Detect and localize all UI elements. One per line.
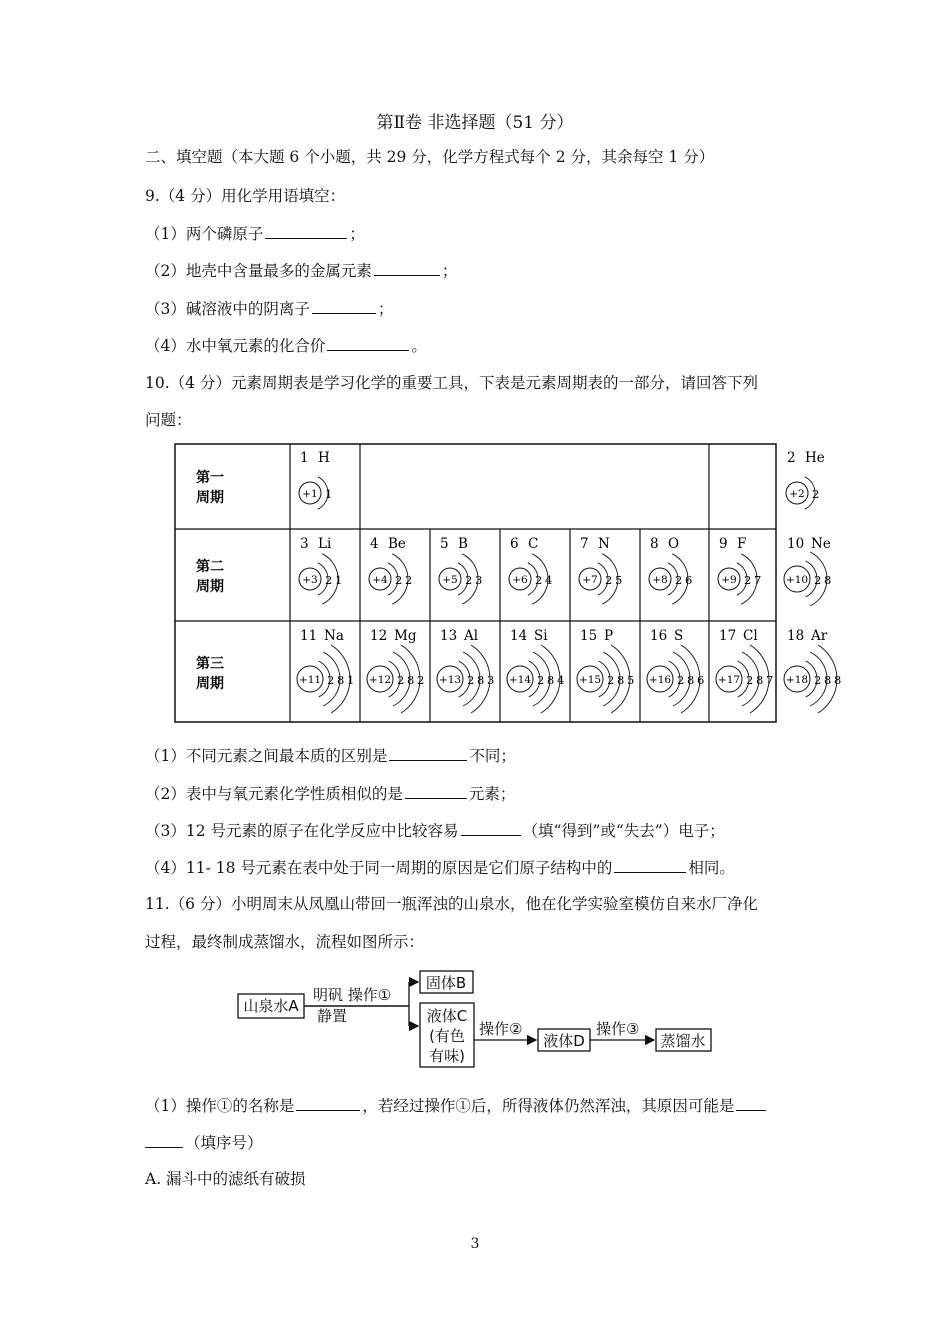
period-label: 第二 xyxy=(196,559,224,575)
flow-step3-label: 操作③ xyxy=(596,1020,640,1038)
shell-electron-count: 2 xyxy=(325,573,333,587)
nuclear-charge: +2 xyxy=(789,488,805,500)
element-cell-o xyxy=(649,536,692,604)
answer-blank xyxy=(736,1095,766,1111)
shell-electron-count: 1 xyxy=(347,673,355,687)
element-symbol: Be xyxy=(388,536,406,552)
shell-electron-count: 5 xyxy=(627,673,635,687)
q10-stem-line1: 10.（4 分）元素周期表是学习化学的重要工具，下表是元素周期表的一部分，请回答下列 xyxy=(145,374,758,392)
q9-item-3: （3）碱溶液中的阴离子 ； xyxy=(145,300,394,318)
shell-electron-count: 2 xyxy=(405,573,413,587)
answer-blank xyxy=(296,1095,360,1111)
atomic-number: 10 xyxy=(787,536,805,552)
shell-electron-count: 1 xyxy=(335,573,343,587)
flow-step1-bottom-label: 静置 xyxy=(317,1007,348,1025)
answer-blank xyxy=(145,1132,183,1148)
atomic-number: 3 xyxy=(300,536,309,552)
atomic-number: 2 xyxy=(787,450,796,466)
q9-item-2: （2）地壳中含量最多的金属元素 ； xyxy=(145,262,458,280)
element-cell-al xyxy=(437,628,494,713)
q10-stem-line2: 问题： xyxy=(145,411,192,429)
answer-blank xyxy=(405,783,467,799)
flow-product-label: 蒸馏水 xyxy=(660,1032,706,1050)
element-cell-mg xyxy=(367,628,424,713)
shell-electron-count: 1 xyxy=(325,487,333,501)
shell-electron-count: 8 xyxy=(756,673,764,687)
element-cell-ne xyxy=(784,536,831,606)
nuclear-charge: +5 xyxy=(442,574,458,586)
q10-item-3: （3）12 号元素的原子在化学反应中比较容易 （填“得到”或“失去”）电子； xyxy=(145,822,725,840)
nuclear-charge: +17 xyxy=(717,674,741,686)
nuclear-charge: +12 xyxy=(368,674,392,686)
atomic-number: 16 xyxy=(650,628,668,644)
element-cell-na xyxy=(297,628,354,713)
shell-electron-count: 2 xyxy=(746,673,754,687)
shell-electron-count: 2 xyxy=(537,673,545,687)
section-title: 第Ⅱ卷 非选择题（51 分） xyxy=(376,113,574,133)
element-cell-h xyxy=(299,450,332,509)
answer-blank xyxy=(327,335,409,351)
shell-electron-count: 6 xyxy=(685,573,693,587)
shell-electron-count: 2 xyxy=(812,487,820,501)
nuclear-charge: +13 xyxy=(438,674,462,686)
shell-electron-count: 8 xyxy=(617,673,625,687)
element-symbol: Na xyxy=(324,628,344,644)
element-symbol: Li xyxy=(318,536,332,552)
shell-electron-count: 2 xyxy=(675,573,683,587)
atomic-number: 8 xyxy=(650,536,659,552)
nuclear-charge: +6 xyxy=(512,574,528,586)
shell-electron-count: 8 xyxy=(687,673,695,687)
nuclear-charge: +7 xyxy=(582,574,598,586)
shell-electron-count: 2 xyxy=(395,573,403,587)
purification-flowchart xyxy=(237,968,714,1071)
element-symbol: Si xyxy=(534,628,548,644)
element-cell-cl xyxy=(716,628,773,713)
atomic-number: 11 xyxy=(300,628,318,644)
shell-electron-count: 3 xyxy=(487,673,495,687)
answer-blank xyxy=(614,857,686,873)
element-cell-p xyxy=(577,628,634,713)
flow-step1-top-label: 明矾 操作① xyxy=(313,986,392,1004)
nuclear-charge: +18 xyxy=(785,674,809,686)
element-cell-li xyxy=(299,536,342,604)
element-symbol: P xyxy=(604,628,614,644)
flow-liquid-d-label: 液体D xyxy=(543,1032,585,1050)
shell-electron-count: 8 xyxy=(477,673,485,687)
atomic-number: 15 xyxy=(580,628,598,644)
nuclear-charge: +1 xyxy=(302,488,318,500)
shell-electron-count: 2 xyxy=(535,573,543,587)
shell-electron-count: 2 xyxy=(744,573,752,587)
period-label: 周期 xyxy=(196,676,224,692)
nuclear-charge: +9 xyxy=(721,574,737,586)
shell-electron-count: 8 xyxy=(824,573,832,587)
q11-item-1-continued: （填序号） xyxy=(145,1132,263,1153)
shell-electron-count: 5 xyxy=(615,573,623,587)
shell-electron-count: 2 xyxy=(467,673,475,687)
element-cell-he xyxy=(786,450,825,509)
nuclear-charge: +14 xyxy=(508,674,532,686)
atomic-number: 4 xyxy=(370,536,379,552)
element-symbol: He xyxy=(805,450,825,466)
shell-electron-count: 8 xyxy=(824,673,832,687)
atomic-number: 18 xyxy=(787,628,805,644)
atomic-number: 7 xyxy=(580,536,589,552)
element-symbol: F xyxy=(737,536,747,552)
element-cell-n xyxy=(579,536,622,604)
element-cell-ar xyxy=(784,628,841,713)
shell-electron-count: 7 xyxy=(754,573,762,587)
shell-electron-count: 2 xyxy=(607,673,615,687)
nuclear-charge: +8 xyxy=(652,574,668,586)
element-cell-s xyxy=(647,628,704,713)
element-symbol: B xyxy=(458,536,468,552)
atomic-number: 6 xyxy=(510,536,519,552)
element-cell-b xyxy=(439,536,482,604)
shell-electron-count: 2 xyxy=(327,673,335,687)
element-cell-c xyxy=(509,536,552,604)
element-cell-be xyxy=(369,536,412,604)
element-symbol: Cl xyxy=(743,628,758,644)
atomic-number: 12 xyxy=(370,628,388,644)
period-label: 第三 xyxy=(196,656,224,672)
flow-source-label: 山泉水A xyxy=(243,997,299,1015)
q11-item-1: （1）操作①的名称是 ，若经过操作①后，所得液体仍然浑浊，其原因可能是 xyxy=(145,1095,768,1116)
shell-electron-count: 7 xyxy=(766,673,774,687)
answer-blank xyxy=(374,260,440,276)
atomic-number: 9 xyxy=(719,536,728,552)
nuclear-charge: +15 xyxy=(578,674,602,686)
element-symbol: H xyxy=(318,450,330,466)
nuclear-charge: +4 xyxy=(372,574,388,586)
shell-electron-count: 8 xyxy=(407,673,415,687)
element-symbol: Ar xyxy=(811,628,828,644)
page-number: 3 xyxy=(470,1236,480,1252)
nuclear-charge: +10 xyxy=(785,574,809,586)
shell-electron-count: 2 xyxy=(397,673,405,687)
atomic-number: 17 xyxy=(719,628,737,644)
flow-step2-label: 操作② xyxy=(479,1020,523,1038)
nuclear-charge: +11 xyxy=(298,674,322,686)
element-symbol: Al xyxy=(464,628,479,644)
part2-header: 二、填空题（本大题 6 个小题，共 29 分，化学方程式每个 2 分，其余每空 1 分） xyxy=(145,148,715,166)
period-label: 周期 xyxy=(196,579,224,595)
element-symbol: O xyxy=(668,536,680,552)
q9-item-1: （1）两个磷原子 ； xyxy=(145,225,365,243)
shell-electron-count: 2 xyxy=(814,573,822,587)
q9-item-4: （4）水中氧元素的化合价 。 xyxy=(145,337,427,355)
nuclear-charge: +16 xyxy=(648,674,672,686)
atomic-number: 5 xyxy=(440,536,449,552)
period-label: 第一 xyxy=(196,470,224,486)
nuclear-charge: +3 xyxy=(302,574,318,586)
element-symbol: S xyxy=(674,628,684,644)
shell-electron-count: 8 xyxy=(834,673,842,687)
q10-item-4: （4）11- 18 号元素在表中处于同一周期的原因是它们原子结构中的 相同。 xyxy=(145,859,735,877)
shell-electron-count: 4 xyxy=(545,573,553,587)
answer-blank xyxy=(312,298,376,314)
shell-electron-count: 2 xyxy=(465,573,473,587)
flow-liquid-c-label: 液体C xyxy=(426,1007,468,1025)
flow-liquid-c-note1: (有色 xyxy=(429,1027,465,1045)
period-label: 周期 xyxy=(196,490,224,506)
flow-solid-label: 固体B xyxy=(425,974,467,992)
q10-item-1: （1）不同元素之间最本质的区别是 不同； xyxy=(145,747,516,765)
element-cell-si xyxy=(507,628,564,713)
answer-blank xyxy=(461,820,521,836)
flow-liquid-c-note2: 有味) xyxy=(429,1047,465,1065)
periodic-table-figure xyxy=(174,443,842,723)
q11-option-a: A. 漏斗中的滤纸有破损 xyxy=(145,1170,306,1188)
shell-electron-count: 6 xyxy=(697,673,705,687)
q11-stem-line1: 11.（6 分）小明周末从凤凰山带回一瓶浑浊的山泉水，他在化学实验室模仿自来水厂净化 xyxy=(145,895,758,913)
shell-electron-count: 8 xyxy=(547,673,555,687)
atomic-number: 1 xyxy=(300,450,309,466)
q11-stem-line2: 过程，最终制成蒸馏水，流程如图所示： xyxy=(145,933,425,951)
element-symbol: Mg xyxy=(394,628,417,644)
element-symbol: N xyxy=(598,536,610,552)
shell-electron-count: 3 xyxy=(475,573,483,587)
answer-blank xyxy=(265,223,347,239)
shell-electron-count: 4 xyxy=(557,673,565,687)
shell-electron-count: 2 xyxy=(677,673,685,687)
atomic-number: 13 xyxy=(440,628,458,644)
shell-electron-count: 2 xyxy=(814,673,822,687)
q9-stem: 9.（4 分）用化学用语填空： xyxy=(145,187,346,205)
element-symbol: C xyxy=(528,536,539,552)
element-symbol: Ne xyxy=(811,536,831,552)
element-cell-f xyxy=(718,536,761,604)
answer-blank xyxy=(389,745,467,761)
shell-electron-count: 2 xyxy=(417,673,425,687)
atomic-number: 14 xyxy=(510,628,528,644)
shell-electron-count: 2 xyxy=(605,573,613,587)
shell-electron-count: 8 xyxy=(337,673,345,687)
q10-item-2: （2）表中与氧元素化学性质相似的是 元素； xyxy=(145,785,516,803)
